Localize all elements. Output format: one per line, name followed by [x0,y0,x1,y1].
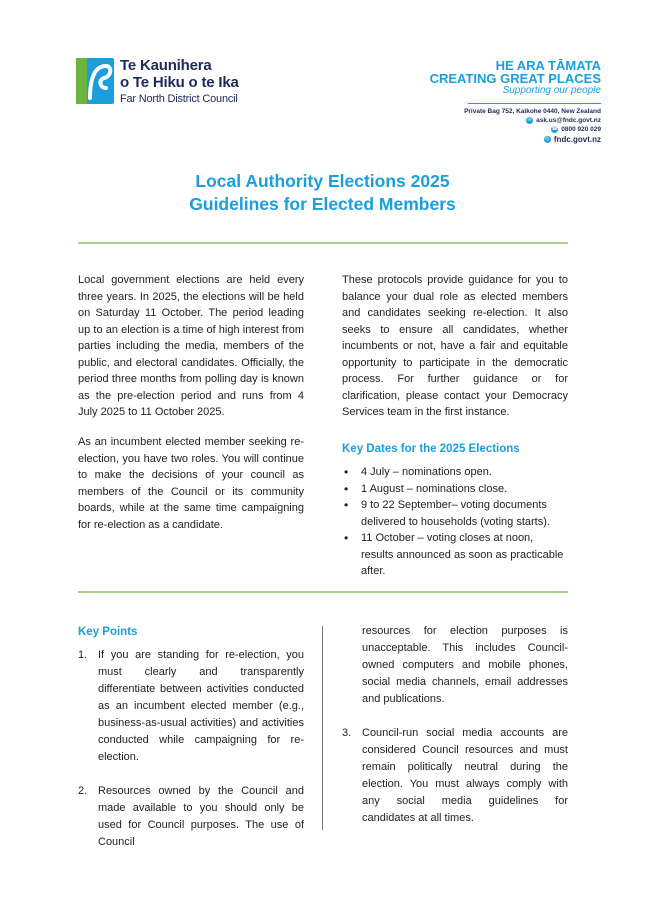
contact-email-text[interactable]: ask.us@fndc.govt.nz [536,117,601,124]
key-date-item: • 11 October – voting closes at noon, results announced as soon as practicable after. [342,530,568,580]
key-point-item [78,783,304,851]
contact-email[interactable] [526,117,601,124]
contact-address-text: Private Bag 752, Kaikohe 0440, New Zealand [464,108,601,115]
key-date-item: • 4 July – nominations open. [342,464,568,481]
contact-web[interactable] [544,135,601,144]
tagline-english: CREATING GREAT PLACES [429,71,601,86]
header-rule [468,103,601,104]
email-icon: ✉ [527,117,532,123]
globe-icon: ◎ [545,136,550,142]
logo-text-line1: Te Kaunihera [120,57,212,74]
key-point-text: If you are standing for re-election, you must clearly and transparently differentiate between activities conducted as an incumbent elected member (e.g., business-as-usual activities) and activities conducted while campaigning for re-election. [98,649,304,763]
logo-text-line3: Far North District Council [120,93,238,105]
contact-address [464,108,601,115]
column-divider [322,626,323,830]
key-point-text: Council-run social media accounts are considered Council resources and must remain politically neutral during the election. You must always comply with any social media guidelines for candidates at all times. [362,727,568,824]
key-date-item: • 9 to 22 September– voting documents delivered to households (voting starts). [342,497,568,530]
key-point-item-continued [342,623,568,708]
divider-middle [78,591,568,593]
key-point-text: resources for election purposes is unacceptable. This includes Council-owned computers and mobile phones, social media channels, email addresses and publications. [362,625,568,705]
key-dates-list [342,464,568,580]
key-points-column-left [78,647,304,851]
tagline-maori: HE ARA TĀMATA [495,58,601,73]
key-point-item [342,725,568,827]
key-point-number: 3. [342,727,352,739]
page-title-line1: Local Authority Elections 2025 [195,171,450,191]
key-point-text: Resources owned by the Council and made available to you should only be used for Council purposes. The use of Council [98,785,304,848]
contact-phone-text[interactable]: 0800 920 029 [561,126,601,133]
key-points-column-right [342,623,568,827]
key-point-number: 1. [78,649,88,661]
tagline-sub: Supporting our people [502,85,601,96]
logo-text-line2: o Te Hiku o te Ika [120,74,239,91]
contact-web-text[interactable]: fndc.govt.nz [553,135,601,144]
contact-phone[interactable] [551,126,601,133]
phone-icon: ☎ [551,126,558,132]
page-title-line2: Guidelines for Elected Members [189,194,456,214]
intro-paragraph-3: These protocols provide guidance for you to balance your dual role as elected members and candidates seeking re-election. It also seeks to ensure all candidates, whether incumbents or not, have a fair and equitable opportunity to participate in the democratic process. For further guidance or for clarification, please contact your Democracy Services team in the first instance. [342,274,568,418]
intro-paragraph-2: As an incumbent elected member seeking re-election, you have two roles. You will continue to make the decisions of your council as members of the Council or its community boards, while at the same time campaigning for re-election as a candidate. [78,436,304,531]
key-date-item: • 1 August – nominations close. [342,481,568,498]
council-logo-icon [76,58,114,104]
key-point-number: 2. [78,785,88,797]
divider-top [78,242,568,244]
key-point-item [78,647,304,766]
intro-paragraph-1: Local government elections are held every three years. In 2025, the elections will be held on Saturday 11 October. The period leading up to an election is a time of high interest from parties including the media, members of the public, and electoral candidates. Officially, the period three months from polling day is known as the pre-election period and runs from 4 July 2025 to 11 October 2025. [78,274,304,418]
key-dates-heading: Key Dates for the 2025 Elections [342,443,520,455]
key-points-heading: Key Points [78,626,138,638]
